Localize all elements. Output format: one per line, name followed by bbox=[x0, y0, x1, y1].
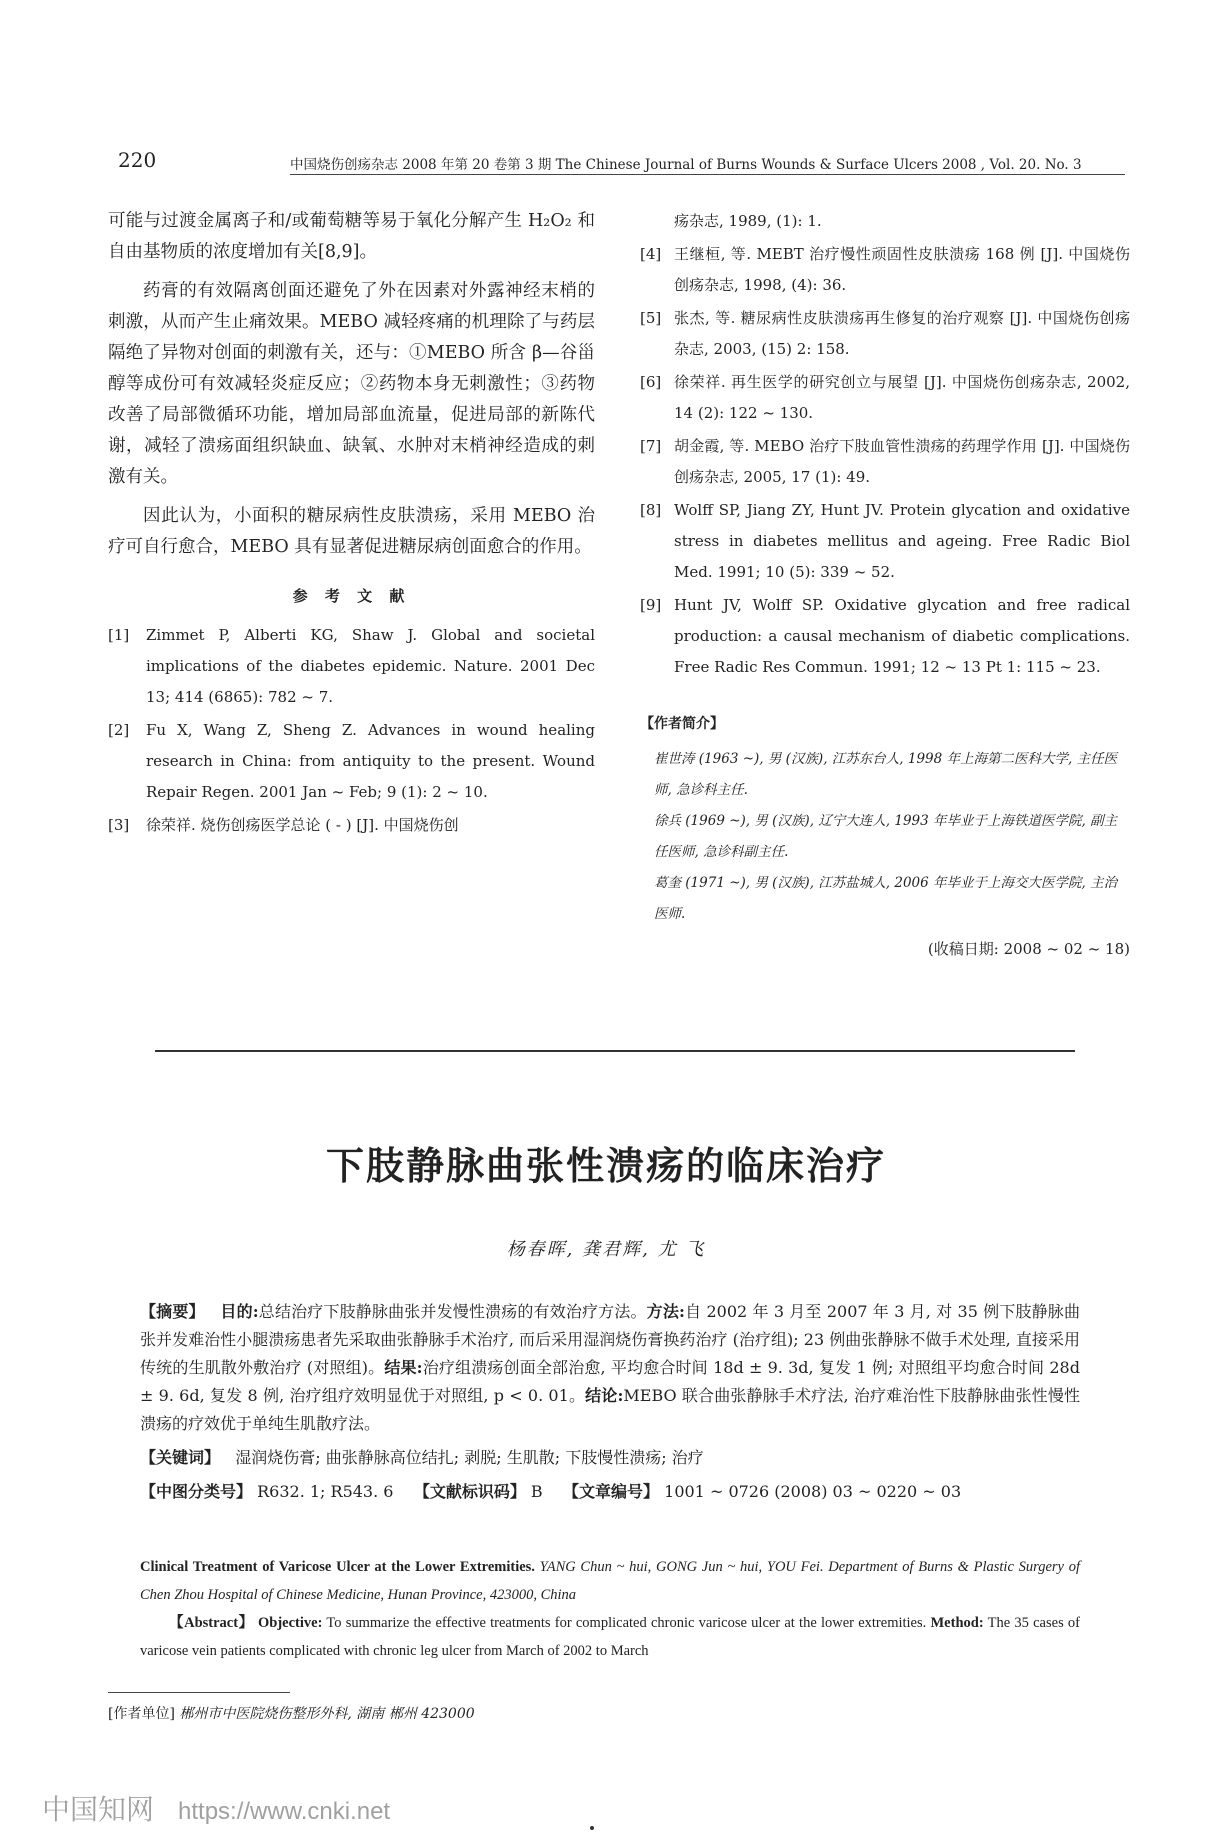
keywords-line bbox=[140, 1444, 1080, 1472]
objective-label: 目的: bbox=[220, 1302, 259, 1321]
reference-item bbox=[108, 620, 595, 713]
left-column bbox=[108, 206, 595, 843]
clc-value: R632. 1; R543. 6 bbox=[257, 1482, 394, 1501]
reference-text: 徐荣祥. 烧伤创疡医学总论 ( - ) [J]. 中国烧伤创 bbox=[146, 816, 459, 834]
reference-text: 张杰, 等. 糖尿病性皮肤溃疡再生修复的治疗观察 [J]. 中国烧伤创疡杂志, 2003, (15) 2: 158. bbox=[674, 309, 1130, 358]
author-bio: 葛奎 (1971 ~), 男 (汉族), 江苏盐城人, 2006 年毕业于上海交大医学院, 主治医师. bbox=[654, 875, 1118, 922]
article-number-value: 1001 ~ 0726 (2008) 03 ~ 0220 ~ 03 bbox=[664, 1482, 962, 1501]
cnki-watermark bbox=[42, 1788, 390, 1828]
reference-text: 王继桓, 等. MEBT 治疗慢性顽固性皮肤溃疡 168 例 [J]. 中国烧伤创疡杂志, 1998, (4): 36. bbox=[674, 245, 1130, 294]
article-authors: 杨春晖, 龚君辉, 尤 飞 bbox=[506, 1239, 706, 1260]
doc-code-value: B bbox=[530, 1482, 543, 1501]
method-text: 自 2002 年 3 月至 2007 年 3 月, 对 35 例下肢静脉曲张并发难治性小腿溃疡患者先采取曲张静脉手术治疗, 而后采用湿润烧伤膏换药治疗 (治疗组); 23 例曲张静脉不做手术处理, 直接采用传统的生肌散外敷治疗 (对照组)。 bbox=[140, 1302, 1080, 1377]
reference-number: [9] bbox=[640, 596, 662, 614]
reference-text: Hunt JV, Wolff SP. Oxidative glycation and free radical production: a causal mechanism of diabetic complications. Free Radic Res Commun. 1991; 12 ~ 13 Pt 1: 115 ~ 23. bbox=[674, 596, 1130, 676]
reference-item bbox=[108, 810, 595, 841]
paragraph-1: 可能与过渡金属离子和/或葡萄糖等易于氧化分解产生 H₂O₂ 和自由基物质的浓度增加有关[8,9]。 bbox=[108, 211, 595, 262]
reference-text: Zimmet P, Alberti KG, Shaw J. Global and societal implications of the diabetes epidemic. Nature. 2001 Dec 13; 414 (6865): 782 ~ 7. bbox=[146, 626, 595, 706]
author-affiliation-footnote bbox=[108, 1703, 475, 1723]
reference-item bbox=[640, 590, 1130, 683]
english-abstract-label: 【Abstract】 bbox=[169, 1615, 254, 1631]
reference-text: 徐荣祥. 再生医学的研究创立与展望 [J]. 中国烧伤创疡杂志, 2002, 14 (2): 122 ~ 130. bbox=[674, 373, 1130, 422]
reference-number: [1] bbox=[108, 626, 130, 644]
reference-number: [2] bbox=[108, 721, 130, 739]
english-title: Clinical Treatment of Varicose Ulcer at the Lower Extremities. bbox=[140, 1559, 535, 1575]
english-abstract bbox=[140, 1553, 1080, 1665]
abstract-label: 【摘要】 bbox=[140, 1302, 205, 1321]
english-abstract-paragraph bbox=[140, 1609, 1080, 1665]
chinese-abstract bbox=[140, 1298, 1080, 1512]
reference-item bbox=[640, 367, 1130, 429]
english-authors: YANG Chun ~ hui, GONG Jun ~ hui, YOU Fei. Department of Burns & Plastic Surgery of Chen Zhou Hospital of Chinese Medicine, Hunan Province, 423000, China bbox=[140, 1559, 1080, 1603]
clc-label: 【中图分类号】 bbox=[140, 1482, 253, 1501]
reference-text: Fu X, Wang Z, Sheng Z. Advances in wound healing research in China: from antiquity to the present. Wound Repair Regen. 2001 Jan ~ Feb; 9 (1): 2 ~ 10. bbox=[146, 721, 595, 801]
reference-number: [3] bbox=[108, 816, 130, 834]
reference-item bbox=[640, 495, 1130, 588]
header-rule bbox=[290, 174, 1125, 175]
page-number: 220 bbox=[118, 148, 157, 172]
reference-item bbox=[108, 715, 595, 808]
watermark-cn: 中国知网 bbox=[42, 1793, 155, 1826]
reference-text: 胡金霞, 等. MEBO 治疗下肢血管性溃疡的药理学作用 [J]. 中国烧伤创疡杂志, 2005, 17 (1): 49. bbox=[674, 437, 1130, 486]
running-header: 中国烧伤创疡杂志 2008 年第 20 卷第 3 期 The Chinese Journal of Burns Wounds & Surface Ulcers 2008 , Vol. 20. No. 3 bbox=[290, 157, 1082, 173]
method-label: 方法: bbox=[646, 1302, 685, 1321]
article-number-label: 【文章编号】 bbox=[563, 1482, 660, 1501]
conclusion-label: 结论: bbox=[585, 1386, 624, 1405]
article-title: 下肢静脉曲张性溃疡的临床治疗 bbox=[325, 1144, 886, 1188]
author-bio: 崔世涛 (1963 ~), 男 (汉族), 江苏东台人, 1998 年上海第二医科大学, 主任医师, 急诊科主任. bbox=[654, 751, 1118, 798]
reference-continuation bbox=[640, 206, 1130, 237]
references-heading: 参 考 文 献 bbox=[292, 587, 411, 605]
author-bio: 徐兵 (1969 ~), 男 (汉族), 辽宁大连人, 1993 年毕业于上海铁道医学院, 副主任医师, 急诊科副主任. bbox=[654, 813, 1118, 860]
reference-number: [7] bbox=[640, 437, 662, 455]
keywords-text: 湿润烧伤膏; 曲张静脉高位结扎; 剥脱; 生肌散; 下肢慢性溃疡; 治疗 bbox=[235, 1448, 704, 1467]
paragraph-2: 药膏的有效隔离创面还避免了外在因素对外露神经末梢的刺激，从而产生止痛效果。MEBO 减轻疼痛的机理除了与药层隔绝了异物对创面的刺激有关，还与：①MEBO 所含 β—谷甾醇等成份可有效减轻炎症反应；②药物本身无刺激性；③药物改善了局部微循环功能，增加局部血流量，促进局部的新陈代谢，减轻了溃疡面组织缺血、缺氧、水肿对末梢神经造成的刺激有关。 bbox=[108, 281, 595, 487]
watermark-url: https://www.cnki.net bbox=[178, 1798, 391, 1825]
reference-number: [8] bbox=[640, 501, 662, 519]
doc-code-label: 【文献标识码】 bbox=[413, 1482, 526, 1501]
english-method-text: The 35 cases of varicose vein patients complicated with chronic leg ulcer from March of 2002 to March bbox=[140, 1615, 1081, 1659]
received-date: (收稿日期: 2008 ~ 02 ~ 18) bbox=[927, 940, 1130, 958]
article-divider bbox=[155, 1050, 1075, 1052]
right-column bbox=[640, 206, 1130, 965]
keywords-label: 【关键词】 bbox=[140, 1448, 221, 1467]
reference-item bbox=[640, 239, 1130, 301]
footnote-text: 郴州市中医院烧伤整形外科, 湖南 郴州 423000 bbox=[179, 1706, 475, 1722]
reference-text: Wolff SP, Jiang ZY, Hunt JV. Protein glycation and oxidative stress in diabetes mellitus and ageing. Free Radic Biol Med. 1991; 10 (5): 339 ~ 52. bbox=[674, 501, 1130, 581]
footnote-label: [作者单位] bbox=[108, 1706, 175, 1722]
footnote-rule bbox=[108, 1692, 290, 1693]
result-label: 结果: bbox=[384, 1358, 423, 1377]
reference-item bbox=[640, 431, 1130, 493]
objective-text: 总结治疗下肢静脉曲张并发慢性溃疡的有效治疗方法。 bbox=[258, 1302, 647, 1321]
result-text: 治疗组溃疡创面全部治愈, 平均愈合时间 18d ± 9. 3d, 复发 1 例; 对照组平均愈合时间 28d ± 9. 6d, 复发 8 例, 治疗组疗效明显优于对照组, p < 0. 01。 bbox=[140, 1358, 1080, 1405]
reference-number: [4] bbox=[640, 245, 662, 263]
english-objective-text: To summarize the effective treatments for complicated chronic varicose ulcer at the lower extremities. bbox=[326, 1615, 927, 1631]
english-objective-label: Objective: bbox=[257, 1615, 323, 1631]
reference-number: [6] bbox=[640, 373, 662, 391]
author-bio-heading: 【作者简介】 bbox=[640, 716, 724, 732]
abstract-paragraph bbox=[140, 1298, 1080, 1438]
reference-number: [5] bbox=[640, 309, 662, 327]
reference-item bbox=[640, 303, 1130, 365]
page-dot bbox=[590, 1826, 594, 1830]
reference-text: 疡杂志, 1989, (1): 1. bbox=[674, 212, 822, 230]
conclusion-text: MEBO 联合曲张静脉手术疗法, 治疗难治性下肢静脉曲张性慢性溃疡的疗效优于单纯生肌散疗法。 bbox=[140, 1386, 1080, 1433]
classification-line bbox=[140, 1478, 1080, 1506]
english-method-label: Method: bbox=[930, 1615, 984, 1631]
paragraph-3: 因此认为，小面积的糖尿病性皮肤溃疡，采用 MEBO 治疗可自行愈合，MEBO 具有显著促进糖尿病创面愈合的作用。 bbox=[108, 506, 595, 557]
english-title-line bbox=[140, 1553, 1080, 1609]
